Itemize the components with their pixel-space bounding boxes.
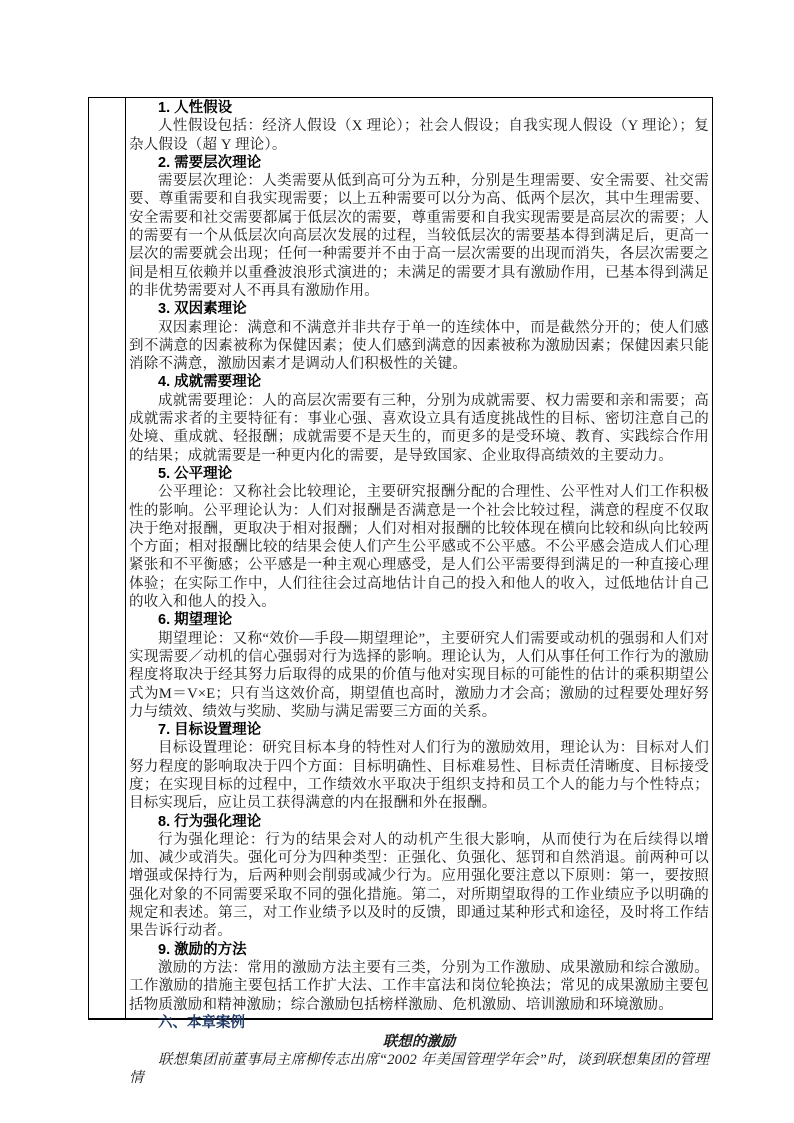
theory-section [129,721,709,812]
content-table [88,97,713,1087]
section-paragraph: 行为强化理论：行为的结果会对人的动机产生很大影响，从而使行为在后续得以增加、减少或消失。强化可分为四种类型：正强化、负强化、惩罚和自然消退。前两种可以增强或保持行为，后两种则会削弱或减少行为。应用强化要注意以下原则：第一，要按照强化对象的不同需要采取不同的强化措施。第二，对所期望取得的工作业绩应予以明确的规定和表述。第三，对工作业绩予以及时的反馈，即通过某种形式和途径，及时将工作结果告诉行动者。 [129,831,709,940]
section-paragraph: 期望理论：又称“效价—手段—期望理论”，主要研究人们需要或动机的强弱和人们对实现需要／动机的信心强弱对行为选择的影响。理论认为，人们从事任何工作行为的激励程度将取决于经其努力后取得的成果的价值与他对实现目标的可能性的估计的乘积期望公式为M＝V×E；只有当这效价高，期望值也高时，激励力才会高；激励的过程要处理好努力与绩效、绩效与奖励、奖励与满足需要三方面的关系。 [129,630,709,720]
section-heading: 9. 激励的方法 [158,941,247,958]
section-heading: 3. 双因素理论 [158,301,247,318]
chapter-case-section [129,1014,709,1088]
section-heading: 4. 成就需要理论 [158,374,262,391]
section-paragraph: 人性假设包括：经济人假设（X 理论）；社会人假设；自我实现人假设（Y 理论）；复杂人假设（超 Y 理论）。 [129,118,709,153]
section-paragraph: 公平理论：又称社会比较理论，主要研究报酬分配的合理性、公平性对人们工作积极性的影响。公平理论认为：人们对报酬是否满意是一个社会比较过程，满意的程度不仅取决于绝对报酬，更取决于相对报酬；人们对相对报酬的比较体现在横向比较和纵向比较两个方面；相对报酬比较的结果会使人们产生公平感或不公平感。不公平感会造成人们心理紧张和不平衡感；公平感是一种主观心理感受，是人们公平需要得到满足的一种直接心理体验；在实际工作中，人们往往会过高地估计自己的投入和他人的收入，过低地估计自己的收入和他人的投入。 [129,484,709,611]
theory-section [129,154,709,300]
theory-section [129,373,709,464]
section-paragraph: 成就需要理论：人的高层次需要有三种，分别为成就需要、权力需要和亲和需要；高成就需求者的主要特征有：事业心强、喜欢设立具有适度挑战性的目标、密切注意自己的处境、重成就、轻报酬；成就需要不是天生的，而更多的是受环境、教育、实践综合作用的结果；成就需要是一种更内化的需要，是导致国家、企业取得高绩效的主要动力。 [129,392,709,464]
case-paragraph: 联想集团前董事局主席柳传志出席“2002 年美国管理学年会”时，谈到联想集团的管理情 [129,1052,709,1087]
section-heading: 1. 人性假设 [158,100,233,116]
section-heading: 2. 需要层次理论 [158,154,262,171]
table-main-cell [126,98,712,1087]
section-heading: 6. 期望理论 [158,612,233,629]
theory-section [129,99,709,154]
case-title: 联想的激励 [382,1033,456,1050]
section-paragraph: 目标设置理论：研究目标本身的特性对人们行为的激励效用，理论认为：目标对人们努力程度的影响取决于四个方面：目标明确性、目标难易性、目标责任清晰度、目标接受度；在实现目标的过程中，工作绩效水平取决于组织支持和员工个人的能力与个性特点；目标实现后，应让员工获得满意的内在报酬和外在报酬。 [129,740,709,812]
theory-section [129,300,709,373]
section-paragraph: 需要层次理论：人类需要从低到高可分为五种，分别是生理需要、安全需要、社交需要、尊重需要和自我实现需要；以上五种需要可以分为高、低两个层次，其中生理需要、安全需要和社交需要都属于低层次的需要，尊重需要和自我实现需要是高层次的需要；人的需要有一个从低层次向高层次发展的过程，当较低层次的需要基本得到满足后，更高一层次的需要就会出现；任何一种需要并不由于高一层次需要的出现而消失，各层次需要之间是相互依赖并以重叠波浪形式演进的；未满足的需要才具有激励作用，已基本得到满足的非优势需要对人不再具有激励作用。 [129,173,709,299]
table-left-empty-cell [89,98,126,1018]
section-heading: 8. 行为强化理论 [158,813,262,830]
theory-section [129,611,709,721]
chapter-case-heading: 六、本章案例 [158,1014,245,1031]
theory-section [129,813,709,941]
section-paragraph: 双因素理论：满意和不满意并非共存于单一的连续体中，而是截然分开的；使人们感到不满意的因素被称为保健因素；使人们感到满意的因素被称为激励因素；保健因素只能消除不满意，激励因素才是调动人们积极性的关键。 [129,319,709,373]
section-heading: 7. 目标设置理论 [158,722,262,739]
section-heading: 5. 公平理论 [158,465,233,482]
theory-section [129,941,709,1014]
theory-section [129,465,709,611]
section-paragraph: 激励的方法：常用的激励方法主要有三类，分别为工作激励、成果激励和综合激励。工作激励的措施主要包括工作扩大法、工作丰富法和岗位轮换法；常见的成果激励主要包括物质激励和精神激励；综合激励包括榜样激励、危机激励、培训激励和环境激励。 [129,959,709,1013]
